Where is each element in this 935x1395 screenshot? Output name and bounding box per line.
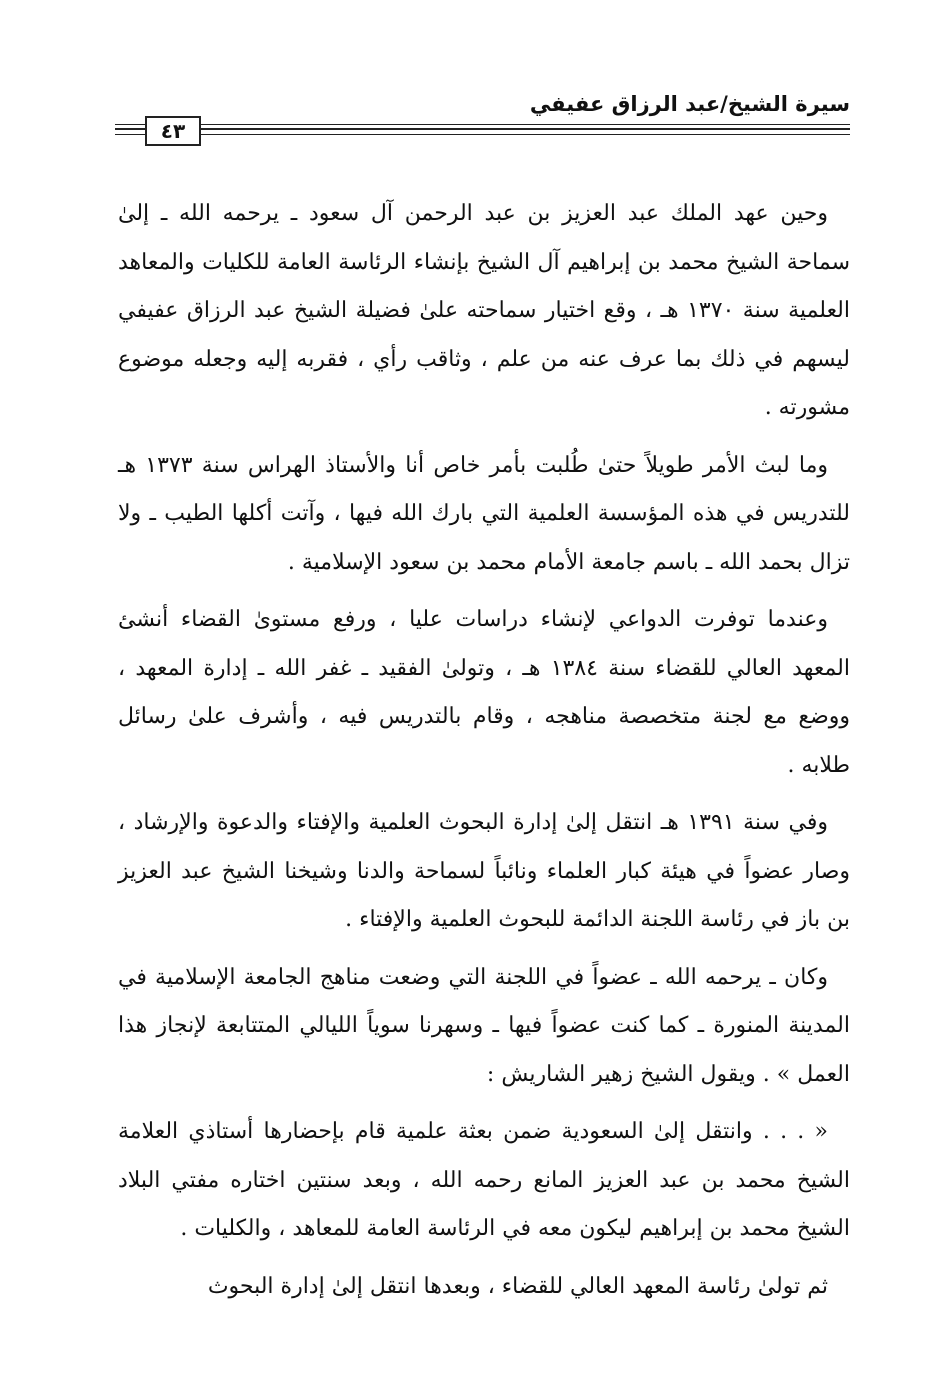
running-title: سيرة الشيخ/عبد الرزاق عفيفي xyxy=(529,92,850,116)
paragraph: « . . . وانتقل إلىٰ السعودية ضمن بعثة علمية قام بإحضارها أستاذي العلامة الشيخ محمد بن عبد العزيز المانع رحمه الله ، وبعد سنتين اختاره مفتي البلاد الشيخ محمد بن إبراهيم ليكون معه في الرئاسة العامة للمعاهد ، والكليات . xyxy=(118,1119,850,1241)
header-rule xyxy=(115,124,850,125)
header-rule xyxy=(115,134,850,135)
header-rule xyxy=(115,128,850,130)
body-text xyxy=(118,190,850,1320)
paragraph: ثم تولىٰ رئاسة المعهد العالي للقضاء ، وبعدها انتقل إلىٰ إدارة البحوث xyxy=(207,1273,828,1299)
paragraph: وعندما توفرت الدواعي لإنشاء دراسات عليا ، ورفع مستوىٰ القضاء أنشئ المعهد العالي للقضاء سنة ١٣٨٤ هـ ، وتولىٰ الفقيد ـ غفر الله ـ إدارة المعهد ، ووضع مع لجنة متخصصة مناهجه ، وقام بالتدريس فيه ، وأشرف علىٰ رسائل طلابه . xyxy=(118,607,851,778)
paragraph: وما لبث الأمر طويلاً حتىٰ طُلبت بأمر خاص أنا والأستاذ الهراس سنة ١٣٧٣ هـ للتدريس في هذه المؤسسة العلمية التي بارك الله فيها ، وآتت أكلها الطيب ـ ولا تزال بحمد الله ـ باسم جامعة الأمام محمد بن سعود الإسلامية . xyxy=(118,452,850,575)
page-header xyxy=(115,90,850,150)
paragraph: وكان ـ يرحمه الله ـ عضواً في اللجنة التي وضعت مناهج الجامعة الإسلامية في المدينة المنورة ـ كما كنت عضواً فيها ـ وسهرنا سوياً الليالي المتتابعة لإنجاز هذا العمل » . ويقول الشيخ زهير الشاريش : xyxy=(118,964,850,1087)
page-number: ٤٣ xyxy=(145,116,201,146)
paragraph: وحين عهد الملك عبد العزيز بن عبد الرحمن آل سعود ـ يرحمه الله ـ إلىٰ سماحة الشيخ محمد بن إبراهيم آل الشيخ بإنشاء الرئاسة العامة للكليات والمعاهد العلمية سنة ١٣٧٠ هـ ، وقع اختيار سماحته علىٰ فضيلة الشيخ عبد الرزاق عفيفي ليسهم في ذلك بما عرف عنه من علم ، وثاقب رأي ، فقربه إليه وجعله موضوع مشورته . xyxy=(118,201,851,420)
paragraph: وفي سنة ١٣٩١ هـ انتقل إلىٰ إدارة البحوث العلمية والإفتاء والدعوة والإرشاد ، وصار عضواً في هيئة كبار العلماء ونائباً لسماحة والدنا وشيخنا الشيخ عبد العزيز بن باز في رئاسة اللجنة الدائمة للبحوث العلمية والإفتاء . xyxy=(118,810,850,932)
